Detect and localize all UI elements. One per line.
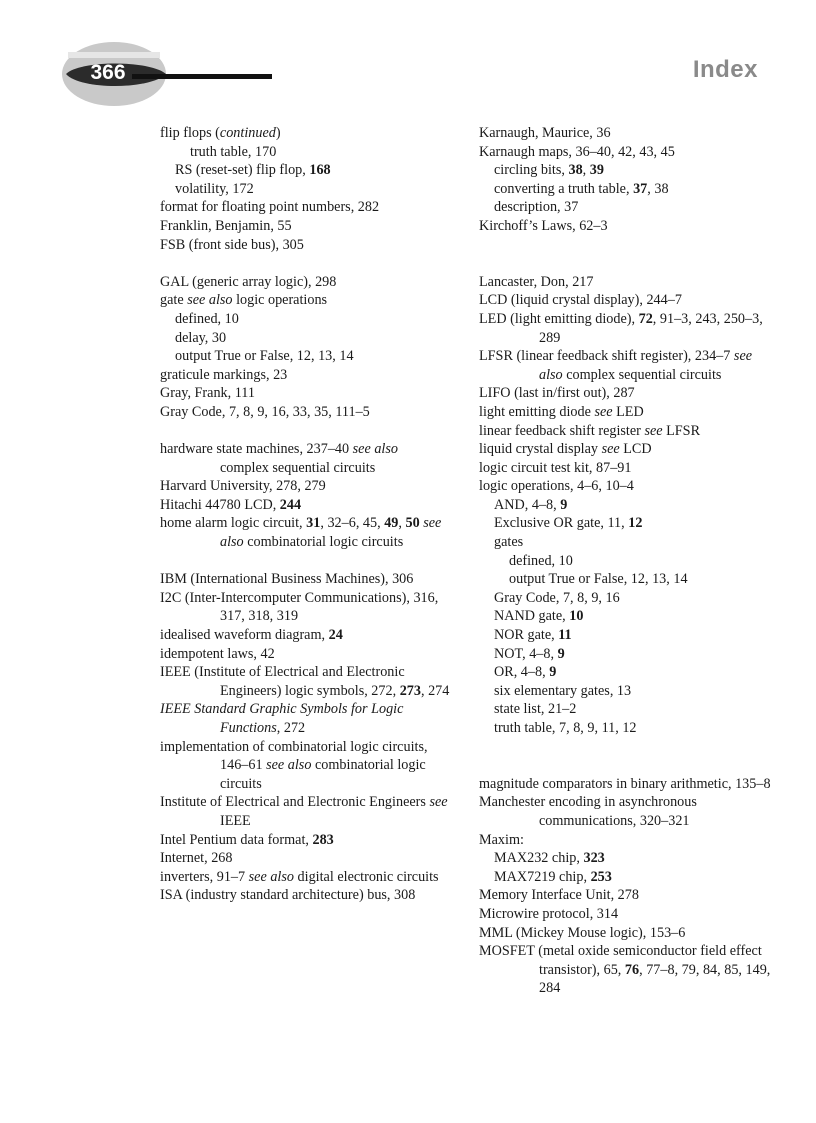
index-subentry — [479, 626, 779, 645]
index-entry — [479, 924, 779, 943]
entry-text: MAX7219 chip, — [494, 868, 591, 885]
index-subentry — [479, 552, 779, 571]
index-subentry — [479, 700, 779, 719]
entry-text: magnitude comparators in binary arithmetic, 135–8 — [479, 775, 771, 792]
index-entry — [160, 217, 450, 236]
entry-text: LCD — [619, 441, 652, 458]
index-entry — [160, 645, 450, 664]
index-entry — [479, 310, 779, 347]
entry-text: 10 — [569, 608, 584, 625]
entry-text: 273 — [399, 682, 421, 699]
index-column-right — [479, 124, 779, 998]
index-entry — [160, 738, 450, 794]
entry-text: Internet, 268 — [160, 850, 233, 867]
entry-text: see also — [220, 515, 442, 551]
entry-text: , 272 — [276, 720, 306, 736]
index-entry — [479, 403, 779, 422]
entry-text: 11 — [558, 627, 572, 644]
entry-gap — [479, 236, 779, 255]
entry-text: light emitting diode — [479, 403, 595, 420]
entry-text: Gray Code, 7, 8, 9, 16, 33, 35, 111–5 — [160, 403, 370, 420]
entry-text: Harvard University, 278, 279 — [160, 478, 326, 495]
index-entry — [479, 831, 779, 850]
entry-text: Lancaster, Don, 217 — [479, 273, 594, 290]
index-entry — [479, 143, 779, 162]
entry-text: idealised waveform diagram, — [160, 627, 329, 644]
index-entry — [479, 217, 779, 236]
entry-text: IBM (International Business Machines), 306 — [160, 571, 414, 588]
index-entry — [160, 440, 450, 477]
entry-text: Karnaugh, Maurice, 36 — [479, 125, 611, 141]
index-subentry — [479, 570, 779, 589]
entry-text: AND, 4–8, — [494, 496, 561, 513]
entry-text: , — [582, 162, 590, 179]
index-entry — [479, 942, 779, 998]
page-number: 366 — [90, 61, 126, 84]
entry-text: 50 — [405, 515, 420, 532]
entry-text: complex sequential circuits — [220, 459, 376, 476]
index-entry — [160, 384, 450, 403]
index-entry — [479, 793, 779, 830]
entry-text: implementation of combinatorial logic circuits, 146–61 — [160, 738, 428, 774]
entry-text: truth table, 170 — [190, 143, 277, 160]
index-entry — [479, 124, 779, 143]
index-entry — [160, 570, 450, 589]
entry-text: gates — [494, 534, 524, 551]
entry-text: gate — [160, 292, 188, 309]
index-entry — [479, 477, 779, 496]
index-entry — [479, 905, 779, 924]
entry-text: Karnaugh maps, 36–40, 42, 43, 45 — [479, 143, 675, 160]
index-entry — [160, 366, 450, 385]
index-column-left — [160, 124, 450, 905]
index-subentry — [160, 347, 450, 366]
index-entry — [160, 236, 450, 255]
entry-text: output True or False, 12, 13, 14 — [175, 348, 354, 365]
entry-text: Franklin, Benjamin, 55 — [160, 217, 292, 234]
entry-text: ISA (industry standard architecture) bus, 308 — [160, 887, 416, 904]
entry-text: see — [429, 794, 448, 811]
entry-text: FSB (front side bus), 305 — [160, 236, 304, 253]
entry-text: IEEE — [220, 812, 251, 829]
entry-text: 37 — [633, 180, 648, 197]
entry-text: logic operations — [232, 292, 328, 309]
header-rule — [132, 74, 272, 79]
entry-text: continued — [219, 125, 276, 141]
entry-text: see also — [248, 868, 294, 885]
entry-text: output True or False, 12, 13, 14 — [509, 571, 688, 588]
index-entry — [160, 886, 450, 905]
entry-text: 168 — [309, 162, 331, 179]
index-subentry — [479, 161, 779, 180]
entry-text: see — [644, 422, 663, 439]
entry-text: format for floating point numbers, 282 — [160, 199, 380, 216]
entry-text: logic operations, 4–6, 10–4 — [479, 478, 634, 495]
index-subentry — [479, 645, 779, 664]
entry-text: see also — [187, 292, 233, 309]
index-entry — [160, 198, 450, 217]
entry-text: MAX232 chip, — [494, 850, 584, 867]
entry-text: Exclusive OR gate, 11, — [494, 515, 629, 532]
entry-text: flip flops ( — [160, 125, 220, 141]
index-entry — [479, 347, 779, 384]
index-entry — [479, 291, 779, 310]
index-entry — [479, 422, 779, 441]
index-entry — [160, 291, 450, 310]
entry-text: 12 — [628, 515, 643, 532]
entry-text: see also — [352, 441, 398, 458]
entry-text: , 91–3, 243, 250–3, 289 — [539, 310, 763, 346]
entry-text: truth table, 7, 8, 9, 11, 12 — [494, 720, 637, 736]
entry-text: 323 — [583, 850, 605, 867]
entry-text: NAND gate, — [494, 608, 570, 625]
index-entry — [160, 849, 450, 868]
entry-text: inverters, 91–7 — [160, 868, 249, 885]
index-entry — [479, 273, 779, 292]
entry-gap — [479, 756, 779, 775]
entry-text: 39 — [589, 162, 604, 179]
entry-text: 283 — [312, 831, 334, 848]
index-entry — [479, 459, 779, 478]
entry-text: 31 — [306, 515, 321, 532]
index-entry — [160, 700, 450, 737]
index-subentry — [479, 533, 779, 552]
entry-text: 9 — [557, 645, 565, 662]
index-entry — [160, 403, 450, 422]
index-subentry — [160, 180, 450, 199]
entry-text: circling bits, — [494, 162, 569, 179]
entry-text: Memory Interface Unit, 278 — [479, 887, 639, 904]
entry-text: 72 — [638, 310, 653, 327]
entry-text: Hitachi 44780 LCD, — [160, 496, 280, 513]
entry-gap — [160, 552, 450, 571]
index-entry — [160, 626, 450, 645]
index-subentry — [160, 329, 450, 348]
index-subentry — [160, 143, 450, 162]
entry-text: , 77–8, 79, 84, 85, 149, 284 — [539, 961, 771, 997]
entry-text: GAL (generic array logic), 298 — [160, 273, 337, 290]
index-entry — [160, 831, 450, 850]
entry-text: linear feedback shift register — [479, 422, 645, 439]
entry-text: Manchester encoding in asynchronous communications, 320–321 — [479, 794, 697, 829]
index-entry — [479, 775, 779, 794]
index-subentry — [479, 589, 779, 608]
index-subentry — [479, 180, 779, 199]
entry-text: IEEE (Institute of Electrical and Electronic Engineers) logic symbols, 272, — [160, 664, 405, 699]
entry-text: RS (reset-set) flip flop, — [175, 162, 310, 179]
index-subentry — [479, 198, 779, 217]
entry-text: Maxim: — [479, 831, 524, 848]
entry-text: Kirchoff’s Laws, 62–3 — [479, 217, 608, 234]
entry-text: defined, 10 — [175, 310, 239, 327]
entry-text: NOR gate, — [494, 627, 559, 644]
entry-text: delay, 30 — [175, 329, 227, 346]
index-subentry — [479, 663, 779, 682]
entry-text: see — [601, 441, 620, 458]
index-entry — [160, 514, 450, 551]
entry-text: 49 — [384, 515, 399, 532]
entry-text: logic circuit test kit, 87–91 — [479, 459, 632, 476]
entry-text: LCD (liquid crystal display), 244–7 — [479, 292, 682, 309]
index-subentry — [479, 868, 779, 887]
entry-gap — [479, 738, 779, 757]
entry-text: , 274 — [420, 682, 450, 699]
entry-text: , — [398, 515, 406, 532]
entry-text: IEEE Standard Graphic Symbols for Logic Functions — [160, 701, 404, 736]
section-title: Index — [692, 56, 758, 83]
entry-text: Institute of Electrical and Electronic Engineers — [160, 794, 430, 811]
index-entry — [160, 477, 450, 496]
entry-text: 24 — [328, 627, 343, 644]
entry-text: I2C (Inter-Intercomputer Communications), 316, 317, 318, 319 — [160, 589, 439, 625]
entry-text: defined, 10 — [509, 552, 573, 569]
index-entry — [160, 663, 450, 700]
entry-text: home alarm logic circuit, — [160, 515, 307, 532]
index-subentry — [479, 607, 779, 626]
entry-text: complex sequential circuits — [562, 366, 722, 383]
index-subentry — [479, 849, 779, 868]
entry-text: combinatorial logic circuits — [220, 757, 426, 792]
index-entry — [160, 496, 450, 515]
entry-text: idempotent laws, 42 — [160, 645, 275, 662]
index-subentry — [479, 496, 779, 515]
entry-text: , 38 — [647, 180, 669, 197]
index-subentry — [479, 514, 779, 533]
entry-text: 9 — [549, 664, 557, 681]
entry-text: see also — [266, 757, 312, 774]
entry-text: 253 — [590, 868, 612, 885]
entry-text: LIFO (last in/first out), 287 — [479, 385, 635, 402]
index-entry — [160, 273, 450, 292]
entry-text: Microwire protocol, 314 — [479, 905, 619, 922]
entry-text: OR, 4–8, — [494, 664, 550, 681]
index-entry — [479, 384, 779, 403]
entry-text: , 32–6, 45, — [320, 515, 385, 532]
entry-text: MOSFET (metal oxide semiconductor field effect transistor), 65, — [479, 943, 762, 978]
index-entry — [160, 124, 450, 143]
entry-text: 76 — [624, 961, 640, 978]
entry-text: description, 37 — [494, 199, 579, 216]
index-entry — [479, 440, 779, 459]
entry-text: combinatorial logic circuits — [243, 534, 404, 551]
entry-text: LFSR — [662, 422, 701, 439]
entry-text: NOT, 4–8, — [494, 645, 558, 662]
index-subentry — [160, 310, 450, 329]
entry-text: see — [594, 403, 613, 420]
entry-text: 244 — [279, 496, 302, 513]
entry-text: Intel Pentium data format, — [160, 831, 313, 848]
entry-text: hardware state machines, 237–40 — [160, 441, 353, 458]
entry-text: liquid crystal display — [479, 441, 602, 458]
entry-gap — [479, 254, 779, 273]
entry-text: Gray, Frank, 111 — [160, 385, 255, 402]
entry-gap — [160, 254, 450, 273]
entry-text: LED (light emitting diode), — [479, 310, 639, 327]
entry-text: LED — [612, 403, 644, 420]
entry-text: graticule markings, 23 — [160, 366, 288, 383]
entry-text: volatility, 172 — [175, 180, 254, 197]
entry-text: ) — [275, 125, 281, 141]
index-entry — [479, 886, 779, 905]
entry-text: 38 — [568, 162, 583, 179]
index-subentry — [479, 719, 779, 738]
entry-text: MML (Mickey Mouse logic), 153–6 — [479, 924, 686, 941]
entry-text: converting a truth table, — [494, 180, 634, 197]
entry-text: see also — [539, 348, 753, 383]
index-entry — [160, 793, 450, 830]
index-entry — [160, 589, 450, 626]
index-subentry — [160, 161, 450, 180]
entry-text: 9 — [560, 496, 568, 513]
index-entry — [160, 868, 450, 887]
entry-text: six elementary gates, 13 — [494, 682, 632, 699]
entry-text: Gray Code, 7, 8, 9, 16 — [494, 589, 620, 606]
entry-text: state list, 21–2 — [494, 701, 577, 718]
index-subentry — [479, 682, 779, 701]
entry-text: digital electronic circuits — [293, 868, 439, 885]
entry-text: LFSR (linear feedback shift register), 234–7 — [479, 348, 734, 365]
entry-gap — [160, 422, 450, 441]
